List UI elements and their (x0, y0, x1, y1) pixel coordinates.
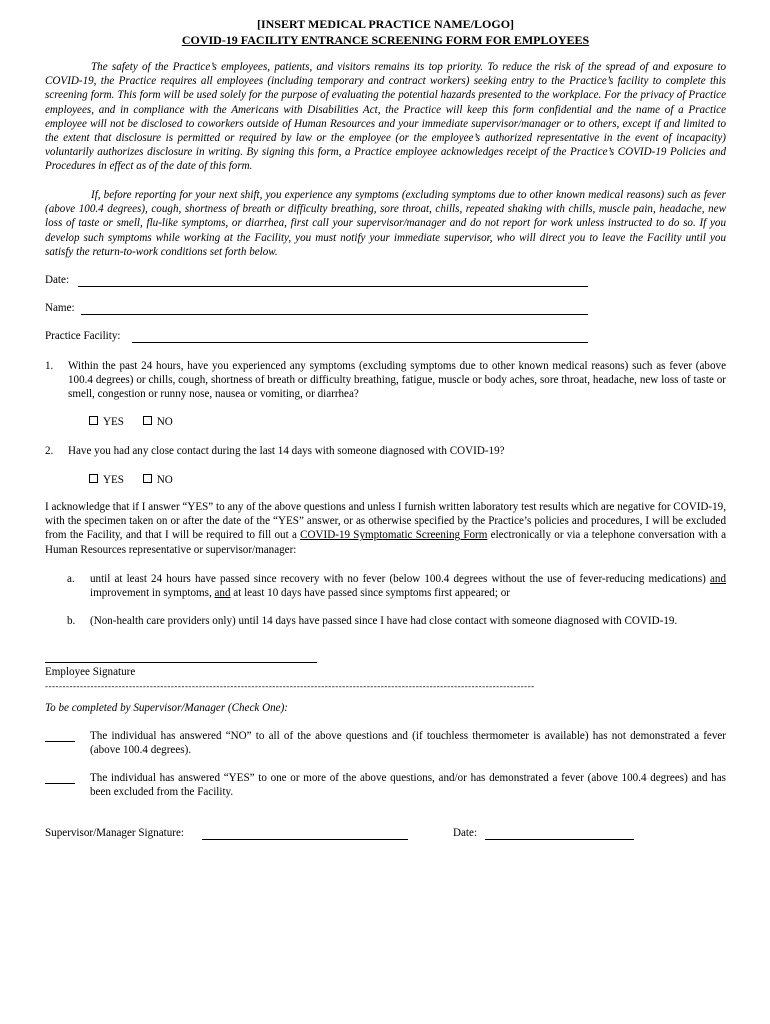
no-label: NO (156, 474, 173, 486)
supervisor-option-text: The individual has answered “NO” to all of the above questions and (if touchless thermometer is available) has not demonstrated a fever (above 100.4 degrees). (90, 730, 726, 757)
yes-label: YES (103, 474, 124, 486)
item-marker: a. (67, 573, 75, 585)
question-2 (45, 444, 726, 458)
item-text-part: improvement in symptoms, (90, 587, 215, 600)
checkbox-icon[interactable] (143, 474, 152, 483)
question-number: 1. (45, 360, 54, 372)
date-field[interactable] (45, 273, 590, 289)
yes-label: YES (103, 416, 124, 428)
date-label: Date: (45, 274, 70, 286)
question-1 (45, 359, 726, 402)
supervisor-signature-field[interactable] (45, 826, 410, 842)
no-label: NO (156, 416, 173, 428)
acknowledgement-text-end: electronically or via a telephone conversation with a Human Resources representative or supervisor/manager: (45, 529, 726, 556)
condition-item-b (67, 614, 726, 628)
intro-paragraph-privacy: The safety of the Practice’s employees, patients, and visitors remains its top priority. To reduce the risk of the spread of and exposure to COVID-19, the Practice requires all employees (including temporary and contract workers) seeking entry to the Practice’s facility to complete this screening form. This form will be used solely for the purpose of evaluating the potential hazards presented to the workplace. For the privacy of Practice employees, and in compliance with the Americans with Disabilities Act, the Practice will keep this form confidential and the name of a Practice employee will not be disclosed to coworkers outside of Human Resources and your immediate supervisor/manager or to others, except if and limited to the extent that disclosure is permitted or required by law or the employee (or the employee’s authorized representative in the event of incapacity) voluntarily authorizes disclosure in writing. By signing this form, a Practice employee acknowledges receipt of the Practice’s COVID-19 Policies and Procedures in effect as of the date of this form. (45, 61, 726, 173)
checkbox-icon[interactable] (143, 416, 152, 425)
practice-name-header: [INSERT MEDICAL PRACTICE NAME/LOGO] (256, 17, 515, 31)
underlined-and: and (709, 573, 726, 585)
name-label: Name: (45, 302, 75, 314)
check-blank-line[interactable] (45, 783, 75, 784)
question-2-no-option[interactable] (143, 474, 173, 486)
intro-paragraph-symptoms: If, before reporting for your next shift, you experience any symptoms (excluding symptoms due to other known medical reasons) such as fever (above 100.4 degrees), cough, shortness of breath or difficulty breathing, sore throat, chills, repeated shaking with chills, muscle pain, headache, new loss of taste or smell, flu-like symptoms, or diarrhea, first call your supervisor/manager and do not report for work unless instructed to do so. If you develop such symptoms while working at the Facility, you must notify your immediate supervisor, who will direct you to leave the Facility until you satisfy the return-to-work conditions set forth below. (45, 189, 726, 258)
question-1-options (89, 415, 189, 429)
check-blank-line[interactable] (45, 741, 75, 742)
supervisor-date-label: Date: (453, 827, 478, 839)
supervisor-option-no (45, 729, 726, 757)
dashed-divider: -------------------------------------------------------------------------------------------------------------------------------------------- (45, 681, 535, 689)
employee-signature-label: Employee Signature (45, 666, 136, 678)
supervisor-option-yes (45, 771, 726, 799)
underlined-and: and (214, 587, 231, 600)
question-number: 2. (45, 445, 54, 457)
question-1-yes-option[interactable] (89, 416, 124, 428)
name-field[interactable] (45, 301, 590, 317)
question-text: Within the past 24 hours, have you experienced any symptoms (excluding symptoms due to other known medical reasons) such as fever (above 100.4 degrees) or chills, cough, shortness of breath or difficulty breathing, fatigue, muscle or body aches, sore throat, headache, new loss of taste or smell, congestion or runny nose, nausea or vomiting, or diarrhea? (68, 360, 726, 401)
practice-facility-label: Practice Facility: (45, 330, 121, 342)
employee-signature-line[interactable] (45, 662, 317, 663)
name-input-line[interactable] (81, 314, 588, 315)
item-text (90, 572, 726, 600)
supervisor-signature-line[interactable] (202, 839, 408, 840)
date-input-line[interactable] (78, 286, 588, 287)
practice-facility-input-line[interactable] (132, 342, 588, 343)
question-2-options (89, 473, 189, 487)
item-text-part: until at least 24 hours have passed since recovery with no fever (below 100.4 degrees without the use of fever-reducing medications) (90, 573, 710, 585)
item-marker: b. (67, 615, 76, 627)
supervisor-signature-label: Supervisor/Manager Signature: (45, 827, 184, 839)
question-2-yes-option[interactable] (89, 474, 124, 486)
symptomatic-screening-form-link[interactable]: COVID-19 Symptomatic Screening Form (300, 529, 488, 542)
checkbox-icon[interactable] (89, 474, 98, 483)
supervisor-instruction: To be completed by Supervisor/Manager (Check One): (45, 702, 288, 714)
supervisor-date-field[interactable] (453, 826, 636, 842)
practice-facility-field[interactable] (45, 329, 590, 345)
item-text: (Non-health care providers only) until 14 days have passed since I have had close contact with someone diagnosed with COVID-19. (90, 615, 678, 627)
form-title: COVID-19 FACILITY ENTRANCE SCREENING FORM FOR EMPLOYEES (181, 33, 590, 47)
supervisor-date-line[interactable] (485, 839, 634, 840)
condition-item-a (67, 572, 726, 600)
checkbox-icon[interactable] (89, 416, 98, 425)
question-1-no-option[interactable] (143, 416, 173, 428)
supervisor-option-text: The individual has answered “YES” to one or more of the above questions, and/or has demonstrated a fever (above 100.4 degrees) and has been excluded from the Facility. (90, 772, 726, 799)
acknowledgement-paragraph (45, 500, 726, 557)
question-text: Have you had any close contact during the last 14 days with someone diagnosed with COVID-19? (68, 445, 505, 457)
acknowledgement-text: I acknowledge that if I answer “YES” to any of the above questions and unless I furnish written laboratory test results which are negative for COVID-19, with the specimen taken on or after the date of the “YES” answer, or as otherwise specified by the Practice’s policies and procedures, I will be excluded from the Facility, and that I will be required to fill out a (45, 501, 726, 542)
item-text-part: at least 10 days have passed since symptoms first appeared; or (230, 587, 510, 600)
